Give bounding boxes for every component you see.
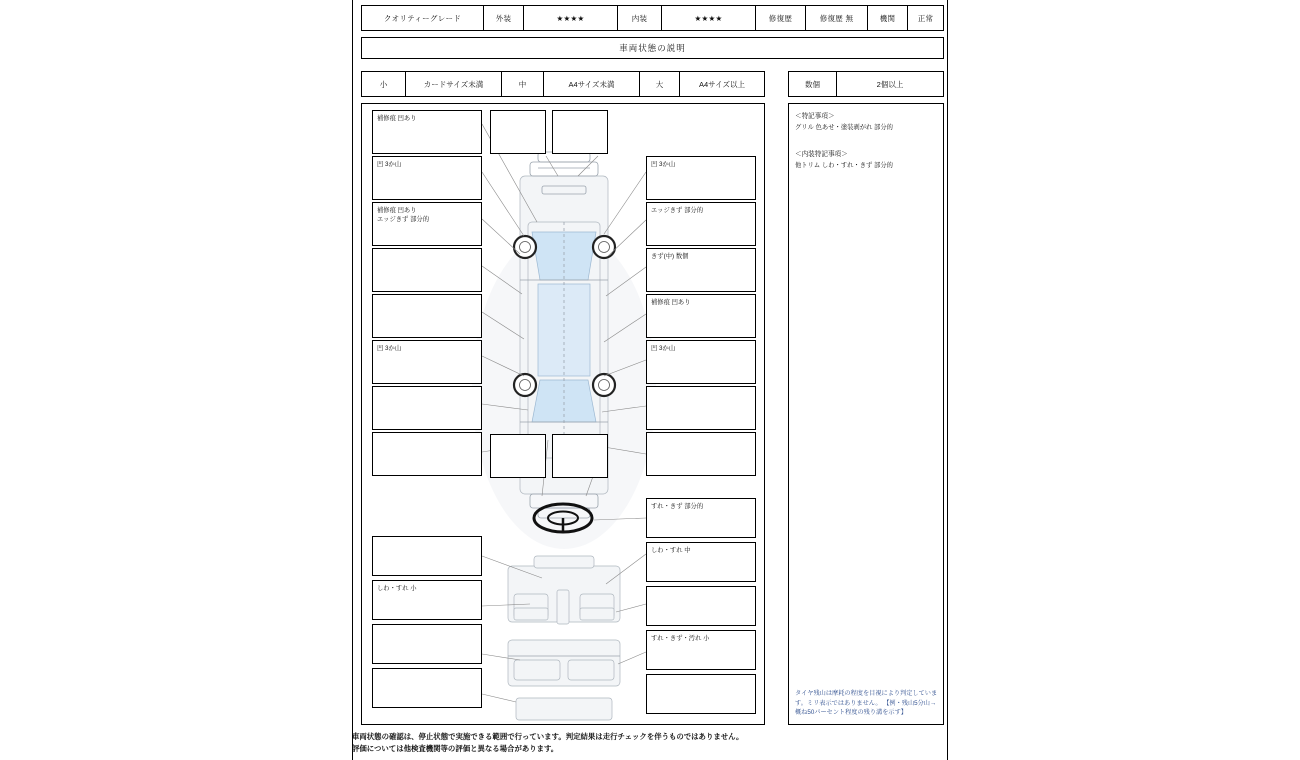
comment-box-ext-bottom-2[interactable]	[552, 434, 608, 478]
interior-label: 内装	[618, 6, 662, 30]
vehicle-diagram-panel	[361, 103, 765, 725]
exterior-remarks	[795, 112, 939, 133]
legend-size-small-desc: カードサイズ未満	[406, 72, 502, 96]
mechanical-label: 機関	[868, 6, 908, 30]
exterior-label: 外装	[484, 6, 524, 30]
sheet-border-right	[947, 0, 948, 760]
legend-size-medium: 中	[502, 72, 544, 96]
legend-size-medium-desc: A4サイズ未満	[544, 72, 640, 96]
repair-history-value: 修復歴 無	[806, 6, 868, 30]
sheet-border-left	[352, 0, 353, 760]
exterior-stars: ★★★★	[524, 6, 618, 30]
interior-view	[508, 556, 620, 720]
comment-box-int-right-1[interactable]: すれ・きず 部分的	[646, 498, 756, 538]
comment-box-ext-bottom-1[interactable]	[490, 434, 546, 478]
count-legend	[788, 71, 944, 97]
comment-box-ext-top-1[interactable]	[490, 110, 546, 154]
legend-size-small: 小	[362, 72, 406, 96]
comment-box-ext-left-4[interactable]	[372, 248, 482, 292]
inspection-sheet	[352, 0, 948, 760]
grade-bar	[361, 5, 944, 31]
repair-history-label: 修復歴	[756, 6, 806, 30]
comment-box-ext-left-7[interactable]	[372, 386, 482, 430]
comment-box-int-right-4[interactable]: すれ・きず・汚れ 小	[646, 630, 756, 670]
page-title: 車両状態の説明	[361, 37, 944, 59]
comment-box-ext-left-8[interactable]	[372, 432, 482, 476]
comment-box-int-right-3[interactable]	[646, 586, 756, 626]
comment-box-ext-right-1[interactable]: 凹 3か山	[646, 156, 756, 200]
comment-box-ext-left-6[interactable]: 凹 3か山	[372, 340, 482, 384]
legend-count-desc: 2個以上	[876, 79, 904, 89]
comment-box-ext-top-2[interactable]	[552, 110, 608, 154]
interior-remarks-text: 他トリム しわ・すれ・きず 部分的	[795, 161, 893, 169]
interior-remarks	[795, 150, 939, 171]
interior-remarks-heading: ＜内装特記事項＞	[795, 151, 848, 158]
remarks-panel	[788, 103, 944, 725]
comment-box-ext-right-2[interactable]: エッジきず 部分的	[646, 202, 756, 246]
comment-box-ext-right-5[interactable]: 凹 3か山	[646, 340, 756, 384]
comment-box-ext-right-4[interactable]: 補修痕 凹あり	[646, 294, 756, 338]
footer-disclaimer	[352, 731, 952, 755]
comment-box-ext-right-6[interactable]	[646, 386, 756, 430]
comment-box-int-left-3[interactable]	[372, 624, 482, 664]
footer-line-1: 車両状態の確認は、停止状態で実施できる範囲で行っています。判定結果は走行チェックを伴うものではありません。	[352, 732, 744, 741]
legend-size-large-desc: A4サイズ以上	[698, 79, 746, 89]
tire-tread-note: タイヤ残山は摩耗の程度を目視により判定しています。ミリ表示ではありません。 【例・残山5分山→概ね50パーセント程度の残り溝を示す】	[795, 690, 938, 717]
comment-box-ext-right-7[interactable]	[646, 432, 756, 476]
comment-box-ext-left-1[interactable]: 補修痕 凹あり	[372, 110, 482, 154]
exterior-remarks-text: グリル 色あせ・塗装剥がれ 部分的	[795, 123, 893, 131]
size-legend	[361, 71, 765, 97]
comment-box-ext-left-3[interactable]: 補修痕 凹あり エッジきず 部分的	[372, 202, 482, 246]
comment-box-int-left-4[interactable]	[372, 668, 482, 708]
comment-box-int-left-1[interactable]	[372, 536, 482, 576]
mechanical-value: 正常	[917, 13, 934, 23]
comment-box-int-right-2[interactable]: しわ・すれ 中	[646, 542, 756, 582]
comment-box-ext-left-2[interactable]: 凹 3か山	[372, 156, 482, 200]
exterior-remarks-heading: ＜特記事項＞	[795, 113, 835, 120]
comment-box-int-left-2[interactable]: しわ・すれ 小	[372, 580, 482, 620]
comment-box-ext-right-3[interactable]: きず(中) 数個	[646, 248, 756, 292]
comment-box-int-right-5[interactable]	[646, 674, 756, 714]
interior-stars: ★★★★	[662, 6, 756, 30]
quality-grade-label: クオリティーグレード	[362, 6, 484, 30]
legend-size-large: 大	[640, 72, 680, 96]
legend-count-label: 数個	[789, 72, 837, 96]
footer-line-2: 評価については他検査機関等の評価と異なる場合があります。	[352, 743, 559, 753]
comment-box-ext-left-5[interactable]	[372, 294, 482, 338]
